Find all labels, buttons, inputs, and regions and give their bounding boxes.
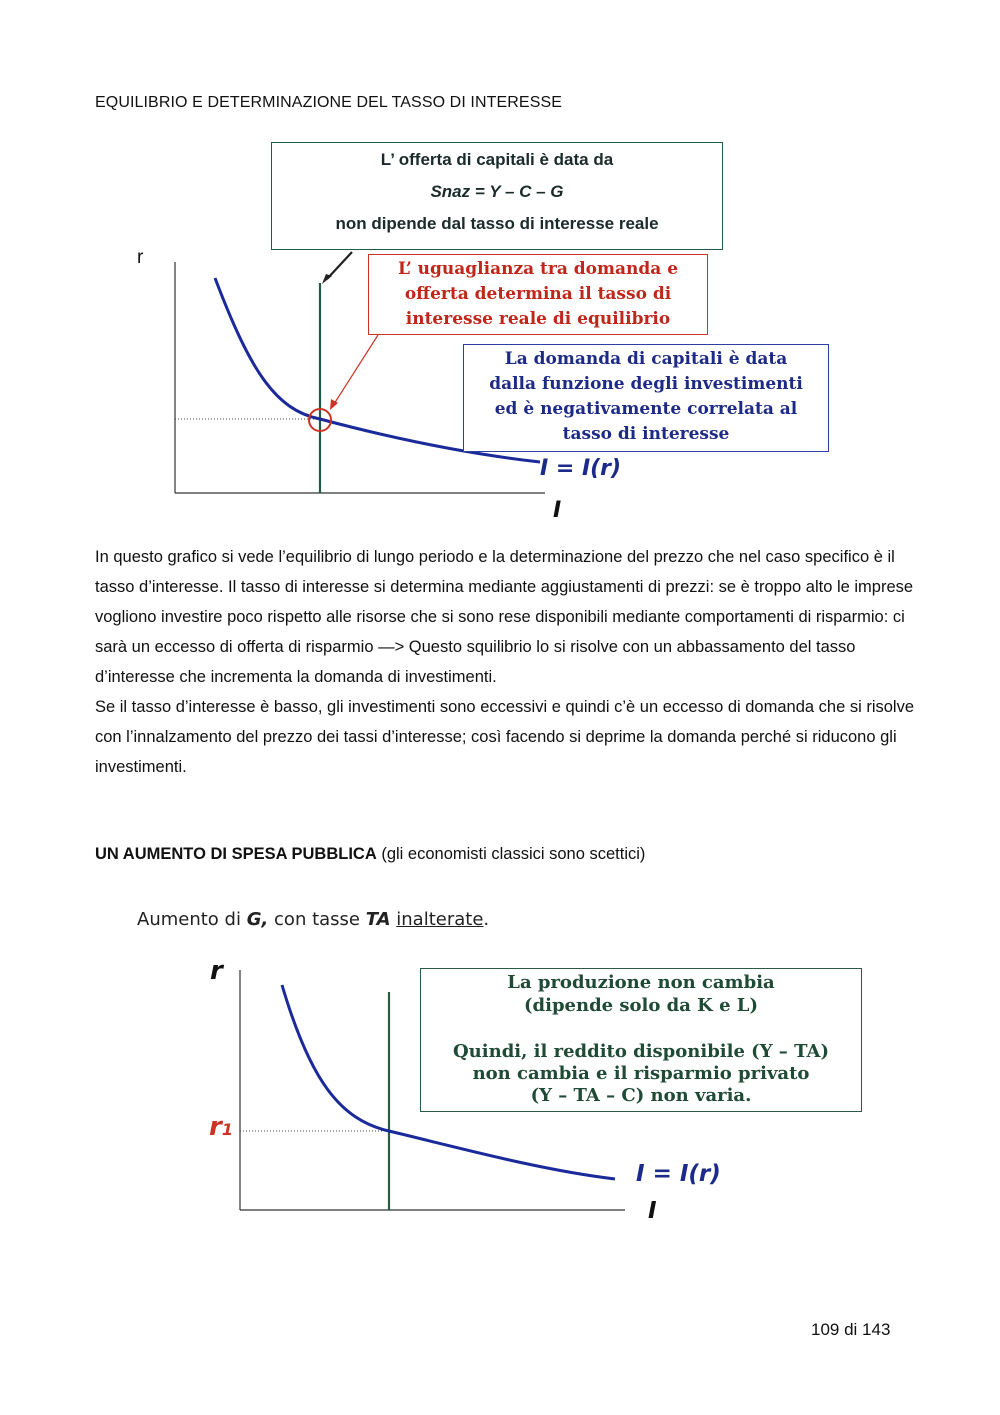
figure-caption [137,909,489,930]
r1-subscript: 1 [221,1120,233,1139]
production-box-line2: (dipende solo da K e L) [524,995,758,1016]
production-box-line5: (Y – TA – C) non varia. [530,1085,752,1106]
equality-box-line1: L’ uguaglianza tra domanda e [397,259,679,279]
production-box-line3: Quindi, il reddito disponibile (Y – TA) [453,1041,829,1062]
x-axis-label: I [553,498,562,523]
caption-text-1: Aumento di [137,909,247,930]
caption-ta: TA [365,909,391,930]
x-axis-label: I [648,1198,657,1224]
caption-inalterate: inalterate [396,909,484,930]
production-box-line1: La produzione non cambia [507,972,775,993]
demand-box-line4: tasso di interesse [562,424,730,444]
paragraph-1: In questo grafico si vede l’equilibrio di lungo periodo e la determinazione del prezzo che nel caso specifico è il tasso d’interesse. Il tasso di interesse si determina mediante aggiustamenti di prezzi: se è troppo alto le imprese vogliono investire poco rispetto alle risorse che si sono rese disponibili mediante comportamenti di risparmio: ci sarà un eccesso di offerta di risparmio —> Questo squilibrio lo si risolve con un abbassamento del tasso d’interesse che incrementa la domanda di investimenti. [95,548,914,686]
page-heading: EQUILIBRIO E DETERMINAZIONE DEL TASSO DI INTERESSE [95,94,563,111]
supply-box-line1: L’ offerta di capitali è data da [380,150,614,169]
supply-box-line2: Snaz = Y – C – G [430,182,564,201]
page-number: 109 di 143 [811,1320,891,1339]
demand-box-line1: La domanda di capitali è data [504,349,788,369]
figure-government-spending [0,940,1000,1240]
production-box-line4: non cambia e il risparmio privato [472,1063,810,1084]
body-text [95,542,925,782]
supply-arrowhead [322,274,332,284]
production-box [420,968,862,1112]
caption-end: . [483,909,490,930]
caption-text-2: con tasse [268,909,366,930]
r1-label [209,1112,233,1142]
supply-box-line3: non dipende dal tasso di interesse reale [335,214,659,233]
equality-box-line3: interesse reale di equilibrio [405,309,671,329]
section-heading-bold: UN AUMENTO DI SPESA PUBBLICA [95,845,377,863]
r1-letter: r [209,1112,222,1142]
equality-box [368,254,708,335]
equality-box-line2: offerta determina il tasso di [404,284,672,304]
y-axis-label: r [210,956,223,986]
curve-label: I = I(r) [636,1161,721,1187]
curve-label: I = I(r) [540,456,622,481]
demand-box-line2: dalla funzione degli investimenti [489,374,803,394]
caption-g: G, [246,909,269,930]
section-heading-rest: (gli economisti classici sono scettici) [376,845,646,863]
equality-arrow [334,335,378,404]
supply-arrow [327,252,352,279]
section-heading [95,845,645,864]
supply-box [271,142,723,250]
y-axis-label: r [137,247,144,268]
paragraph-2: Se il tasso d’interesse è basso, gli investimenti sono eccessivi e quindi c’è un eccesso di domanda che si risolve con l’innalzamento del prezzo dei tassi d’interesse; così facendo si deprime la domanda perché si riducono gli investimenti. [95,698,915,776]
demand-box-line3: ed è negativamente correlata al [494,399,798,419]
demand-box [463,344,829,452]
figure-equilibrium [0,0,1000,540]
